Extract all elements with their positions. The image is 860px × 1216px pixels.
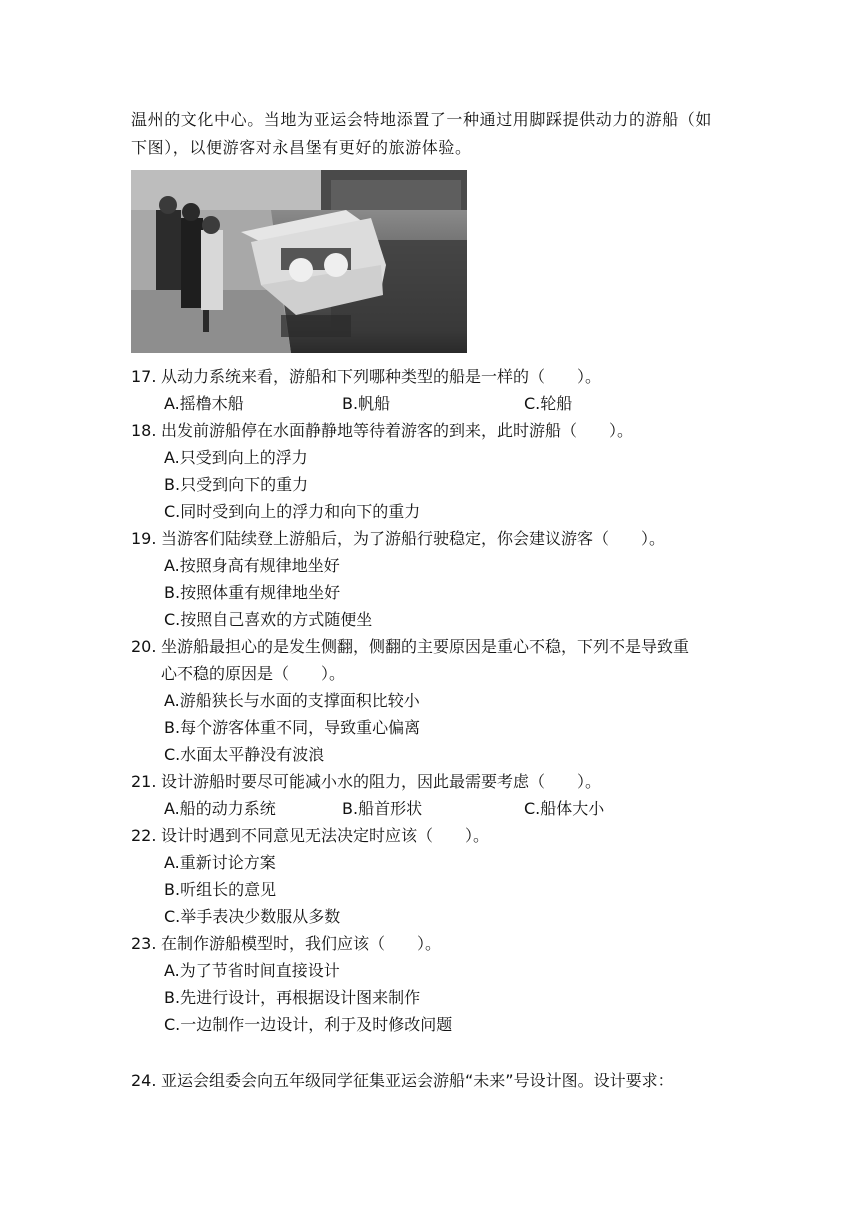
question-text: 设计时遇到不同意见无法决定时应该（ ）。 (161, 826, 490, 845)
option-19-a[interactable]: A.按照身高有规律地坐好 (164, 556, 340, 575)
question-19 (131, 525, 665, 552)
question-number: 20. (131, 637, 157, 656)
option-18-a[interactable]: A.只受到向上的浮力 (164, 448, 308, 467)
option-21-c[interactable]: C.船体大小 (524, 799, 605, 818)
option-18-c[interactable]: C.同时受到向上的浮力和向下的重力 (164, 502, 421, 521)
option-21-b[interactable]: B.船首形状 (342, 799, 423, 818)
option-17-b[interactable]: B.帆船 (342, 394, 391, 413)
option-23-b[interactable]: B.先进行设计，再根据设计图来制作 (164, 988, 421, 1007)
question-24 (131, 1067, 674, 1094)
option-22-c[interactable]: C.举手表决少数服从多数 (164, 907, 341, 926)
option-17-a[interactable]: A.摇橹木船 (164, 394, 244, 413)
option-22-b[interactable]: B.听组长的意见 (164, 880, 277, 899)
question-20 (131, 633, 689, 660)
option-20-b[interactable]: B.每个游客体重不同，导致重心偏离 (164, 718, 421, 737)
option-23-c[interactable]: C.一边制作一边设计，利于及时修改问题 (164, 1015, 453, 1034)
question-text: 亚运会组委会向五年级同学征集亚运会游船“未来”号设计图。设计要求： (161, 1071, 674, 1090)
question-text: 设计游船时要尽可能减小水的阻力，因此最需要考虑（ ）。 (161, 772, 602, 791)
intro-line-2: 下图），以便游客对永昌堡有更好的旅游体验。 (131, 138, 472, 157)
question-22 (131, 822, 489, 849)
option-20-c[interactable]: C.水面太平静没有波浪 (164, 745, 325, 764)
option-17-c[interactable]: C.轮船 (524, 394, 573, 413)
option-19-c[interactable]: C.按照自己喜欢的方式随便坐 (164, 610, 373, 629)
pedal-boat-photo-icon (131, 170, 467, 353)
question-number: 24. (131, 1071, 157, 1090)
question-number: 18. (131, 421, 157, 440)
question-18 (131, 417, 633, 444)
question-23 (131, 930, 441, 957)
question-text: 坐游船最担心的是发生侧翻，侧翻的主要原因是重心不稳，下列不是导致重 (161, 637, 690, 656)
question-number: 17. (131, 367, 157, 386)
option-22-a[interactable]: A.重新讨论方案 (164, 853, 276, 872)
intro-paragraph (131, 106, 741, 162)
intro-line-1: 温州的文化中心。当地为亚运会特地添置了一种通过用脚踩提供动力的游船（如 (131, 110, 713, 129)
question-17 (131, 363, 601, 390)
question-text: 在制作游船模型时，我们应该（ ）。 (161, 934, 442, 953)
question-text: 当游客们陆续登上游船后，为了游船行驶稳定，你会建议游客（ ）。 (161, 529, 666, 548)
question-number: 21. (131, 772, 157, 791)
option-21-a[interactable]: A.船的动力系统 (164, 799, 276, 818)
question-text: 出发前游船停在水面静静地等待着游客的到来，此时游船（ ）。 (161, 421, 634, 440)
option-23-a[interactable]: A.为了节省时间直接设计 (164, 961, 340, 980)
option-20-a[interactable]: A.游船狭长与水面的支撑面积比较小 (164, 691, 420, 710)
question-number: 22. (131, 826, 157, 845)
question-text: 从动力系统来看，游船和下列哪种类型的船是一样的（ ）。 (161, 367, 602, 386)
question-20-continuation: 心不稳的原因是（ ）。 (161, 664, 346, 683)
option-18-b[interactable]: B.只受到向下的重力 (164, 475, 309, 494)
option-19-b[interactable]: B.按照体重有规律地坐好 (164, 583, 341, 602)
question-number: 19. (131, 529, 157, 548)
question-21 (131, 768, 601, 795)
question-number: 23. (131, 934, 157, 953)
